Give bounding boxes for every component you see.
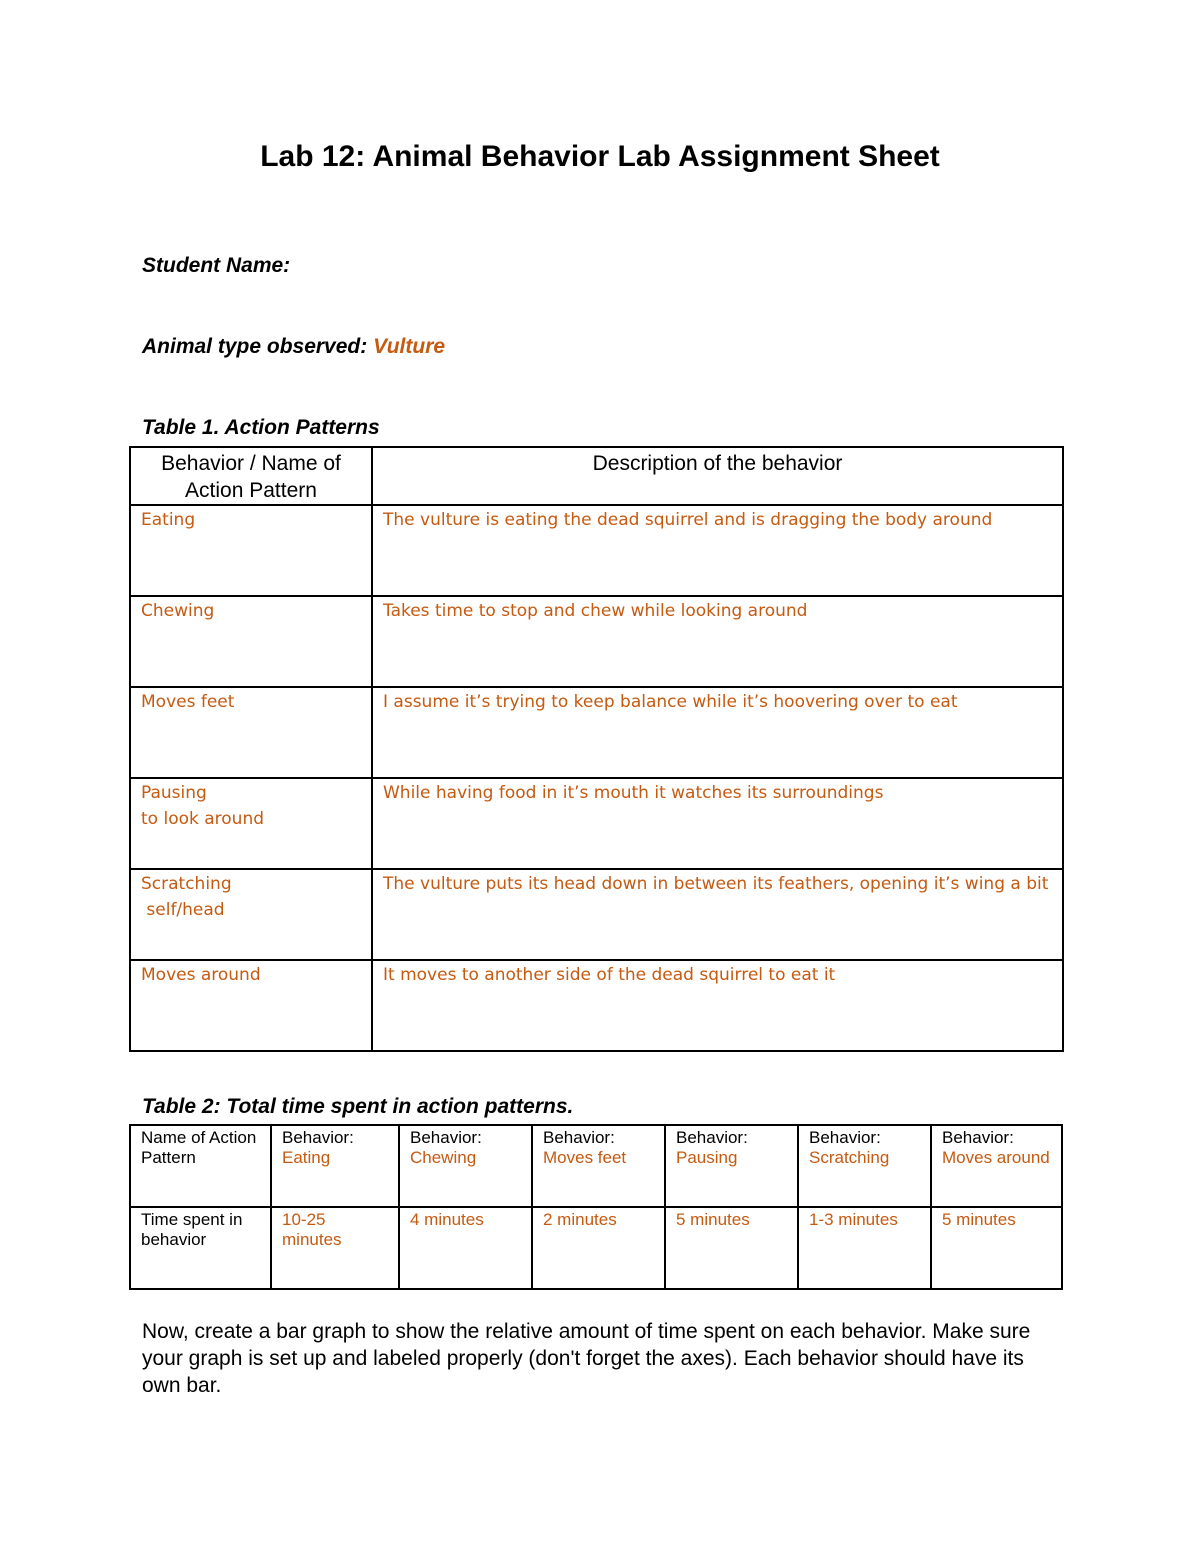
table-row xyxy=(130,1125,1062,1207)
time-value: 5 minutes xyxy=(931,1207,1062,1289)
behavior-label: Behavior: xyxy=(543,1128,615,1147)
behavior-description: I assume it’s trying to keep balance while it’s hoovering over to eat xyxy=(372,687,1063,778)
time-value: 4 minutes xyxy=(399,1207,532,1289)
behavior-name: Chewing xyxy=(130,596,372,687)
behavior-label: Behavior: xyxy=(676,1128,748,1147)
page-title: Lab 12: Animal Behavior Lab Assignment Sheet xyxy=(260,140,940,173)
time-value: 1-3 minutes xyxy=(798,1207,931,1289)
table2-caption: Table 2: Total time spent in action patterns. xyxy=(142,1095,574,1118)
animal-type-line xyxy=(142,335,445,359)
behavior-name xyxy=(130,778,372,869)
behavior-cell xyxy=(399,1125,532,1207)
time-value: 5 minutes xyxy=(665,1207,798,1289)
header-description: Description of the behavior xyxy=(372,447,1063,505)
behavior-name xyxy=(130,869,372,960)
behavior-name-line: self/head xyxy=(141,900,225,920)
animal-type-label: Animal type observed: xyxy=(142,335,368,358)
behavior-label: Behavior: xyxy=(410,1128,482,1147)
behavior-label: Behavior: xyxy=(809,1128,881,1147)
behavior-description: The vulture is eating the dead squirrel and is dragging the body around xyxy=(372,505,1063,596)
table-row xyxy=(130,960,1063,1051)
row-header-name: Name of Action Pattern xyxy=(130,1125,271,1207)
behavior-cell xyxy=(798,1125,931,1207)
behavior-name-line: Scratching xyxy=(141,874,232,894)
behavior-name-line: Pausing xyxy=(141,783,207,803)
behavior-value: Moves feet xyxy=(543,1148,627,1167)
behavior-value: Chewing xyxy=(410,1148,477,1167)
behavior-value: Pausing xyxy=(676,1148,738,1167)
behavior-cell xyxy=(532,1125,665,1207)
behavior-description: The vulture puts its head down in between its feathers, opening it’s wing a bit xyxy=(372,869,1063,960)
behavior-description: While having food in it’s mouth it watches its surroundings xyxy=(372,778,1063,869)
time-spent-table xyxy=(129,1124,1063,1290)
table-header-row xyxy=(130,447,1063,505)
behavior-description: It moves to another side of the dead squirrel to eat it xyxy=(372,960,1063,1051)
behavior-value: Moves around xyxy=(942,1148,1050,1167)
row-header-time: Time spent in behavior xyxy=(130,1207,271,1289)
table-row xyxy=(130,505,1063,596)
action-patterns-table xyxy=(129,446,1064,1052)
behavior-label: Behavior: xyxy=(942,1128,1014,1147)
table-row xyxy=(130,1207,1062,1289)
table-row xyxy=(130,596,1063,687)
table1-caption: Table 1. Action Patterns xyxy=(142,416,380,439)
behavior-cell xyxy=(271,1125,399,1207)
table-row xyxy=(130,869,1063,960)
instructions-paragraph: Now, create a bar graph to show the relative amount of time spent on each behavior. Make sure your graph is set up and labeled properly (don't forget the axes). Each behavior should have its own bar. xyxy=(142,1320,1031,1397)
behavior-cell xyxy=(931,1125,1062,1207)
student-name-label: Student Name: xyxy=(142,254,291,277)
table-row xyxy=(130,778,1063,869)
header-behavior-name: Behavior / Name of Action Pattern xyxy=(130,447,372,505)
time-value: 10-25 minutes xyxy=(271,1207,399,1289)
time-value: 2 minutes xyxy=(532,1207,665,1289)
behavior-name: Moves feet xyxy=(130,687,372,778)
behavior-cell xyxy=(665,1125,798,1207)
behavior-value: Eating xyxy=(282,1148,331,1167)
behavior-value: Scratching xyxy=(809,1148,890,1167)
behavior-name: Moves around xyxy=(130,960,372,1051)
behavior-description: Takes time to stop and chew while looking around xyxy=(372,596,1063,687)
behavior-label: Behavior: xyxy=(282,1128,354,1147)
behavior-name: Eating xyxy=(130,505,372,596)
animal-type-value: Vulture xyxy=(373,335,446,358)
table-row xyxy=(130,687,1063,778)
behavior-name-line: to look around xyxy=(141,809,265,829)
